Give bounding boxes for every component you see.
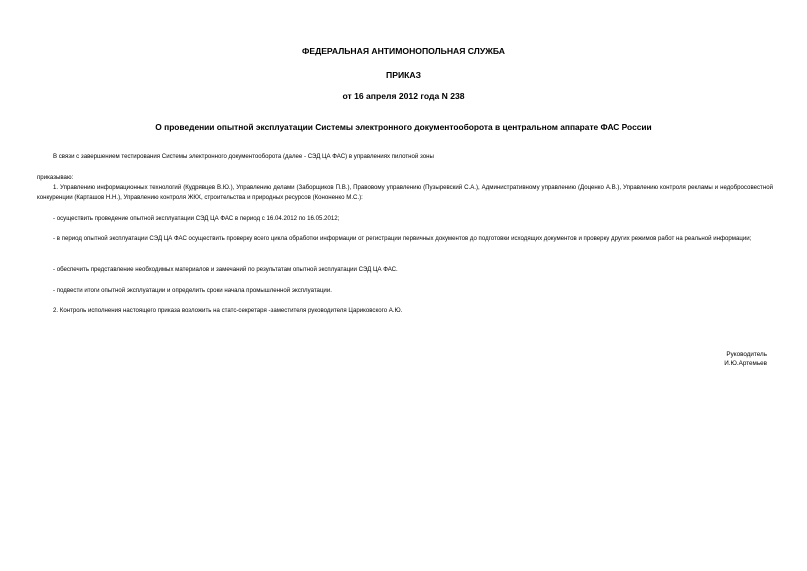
document-type: ПРИКАЗ: [386, 70, 421, 80]
agency-name: ФЕДЕРАЛЬНАЯ АНТИМОНОПОЛЬНАЯ СЛУЖБА: [302, 46, 505, 56]
intro-paragraph: В связи с завершением тестирования Системы электронного документооборота (далее - СЭД ЦА ФАС) в управлениях пилотной зоны: [53, 153, 434, 160]
document-date-number: от 16 апреля 2012 года N 238: [342, 91, 465, 101]
document-subject: О проведении опытной эксплуатации Системы электронного документооборота в центральном аппарате ФАС России: [155, 122, 652, 132]
order-item-1: 1. Управлению информационных технологий (Кудрявцев В.Ю.), Управлению делами (Заборщиков П.В.), Правовому управлению (Пузыревский С.А.), Административному управлению (Доценко А.В.), Управлению контроля рекламы и недобросовестной конкуренции (Карташов Н.Н.), Управлению контроля ЖКХ, строительства и природных ресурсов (Кононенко М.С.):: [37, 184, 773, 201]
signatory-name: И.Ю.Артемьев: [724, 360, 767, 367]
order-bullet-3: - обеспечить представление необходимых материалов и замечаний по результатам опытной эксплуатации СЭД ЦА ФАС.: [53, 266, 398, 273]
order-bullet-2: - в период опытной эксплуатации СЭД ЦА ФАС осуществить проверку всего цикла обработки информации от регистрации первичных документов до подготовки исходящих документов и проверку других режимов работ на реальной информации;: [53, 235, 752, 242]
order-item-2: 2. Контроль исполнения настоящего приказа возложить на статс-секретаря -заместителя руководителя Цариковского А.Ю.: [53, 307, 403, 314]
order-bullet-4: - подвести итоги опытной эксплуатации и определить сроки начала промышленной эксплуатации.: [53, 287, 332, 294]
order-bullet-1: - осуществить проведение опытной эксплуатации СЭД ЦА ФАС в период с 16.04.2012 по 16.05.2012;: [53, 215, 340, 222]
signatory-title: Руководитель: [726, 351, 767, 358]
order-word: приказываю:: [37, 174, 74, 181]
